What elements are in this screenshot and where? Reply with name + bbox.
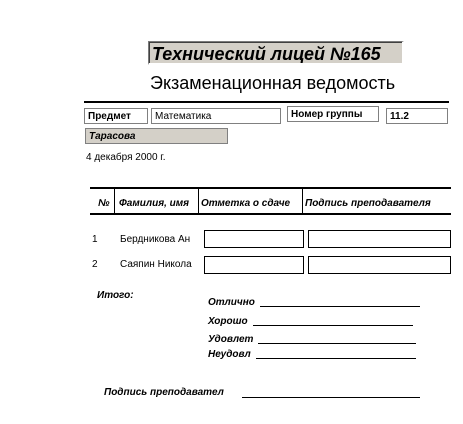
summary-unsatisfactory-label: Неудовл: [208, 349, 251, 360]
table-header-top-rule: [90, 187, 451, 189]
teacher-signature-label: Подпись преподавател: [104, 387, 224, 398]
column-header-number: №: [98, 198, 110, 209]
summary-excellent-label: Отлично: [208, 297, 255, 308]
table-header-bottom-rule: [90, 213, 451, 215]
signature-box[interactable]: [308, 256, 451, 274]
column-divider: [198, 189, 199, 213]
summary-good-line: [253, 325, 413, 326]
summary-unsatisfactory-line: [256, 358, 416, 359]
group-label: Номер группы: [287, 106, 379, 122]
title-divider: [84, 101, 449, 103]
group-field[interactable]: 11.2: [386, 108, 448, 124]
grade-box[interactable]: [204, 230, 304, 248]
subject-label: Предмет: [84, 108, 148, 124]
summary-excellent-line: [260, 306, 420, 307]
summary-good-label: Хорошо: [208, 316, 248, 327]
signature-box[interactable]: [308, 230, 451, 248]
teacher-field[interactable]: Тарасова: [85, 128, 228, 144]
column-header-signature: Подпись преподавателя: [305, 198, 431, 209]
row-number: 1: [92, 234, 98, 245]
school-name: Технический лицей №165: [148, 41, 404, 65]
summary-label: Итого:: [97, 290, 134, 301]
row-number: 2: [92, 259, 98, 270]
grade-box[interactable]: [204, 256, 304, 274]
column-divider: [302, 189, 303, 213]
summary-satisfactory-line: [258, 343, 416, 344]
column-header-name: Фамилия, имя: [119, 198, 190, 209]
column-divider: [114, 189, 115, 213]
subject-field[interactable]: Математика: [151, 108, 281, 124]
teacher-signature-line: [242, 397, 420, 398]
exam-date: 4 декабря 2000 г.: [86, 152, 166, 163]
student-name: Бердникова Ан: [120, 234, 191, 245]
student-name: Саяпин Никола: [120, 259, 192, 270]
document-title: Экзаменационная ведомость: [150, 73, 396, 93]
column-header-grade: Отметка о сдаче: [201, 198, 291, 209]
summary-satisfactory-label: Удовлет: [208, 334, 254, 345]
